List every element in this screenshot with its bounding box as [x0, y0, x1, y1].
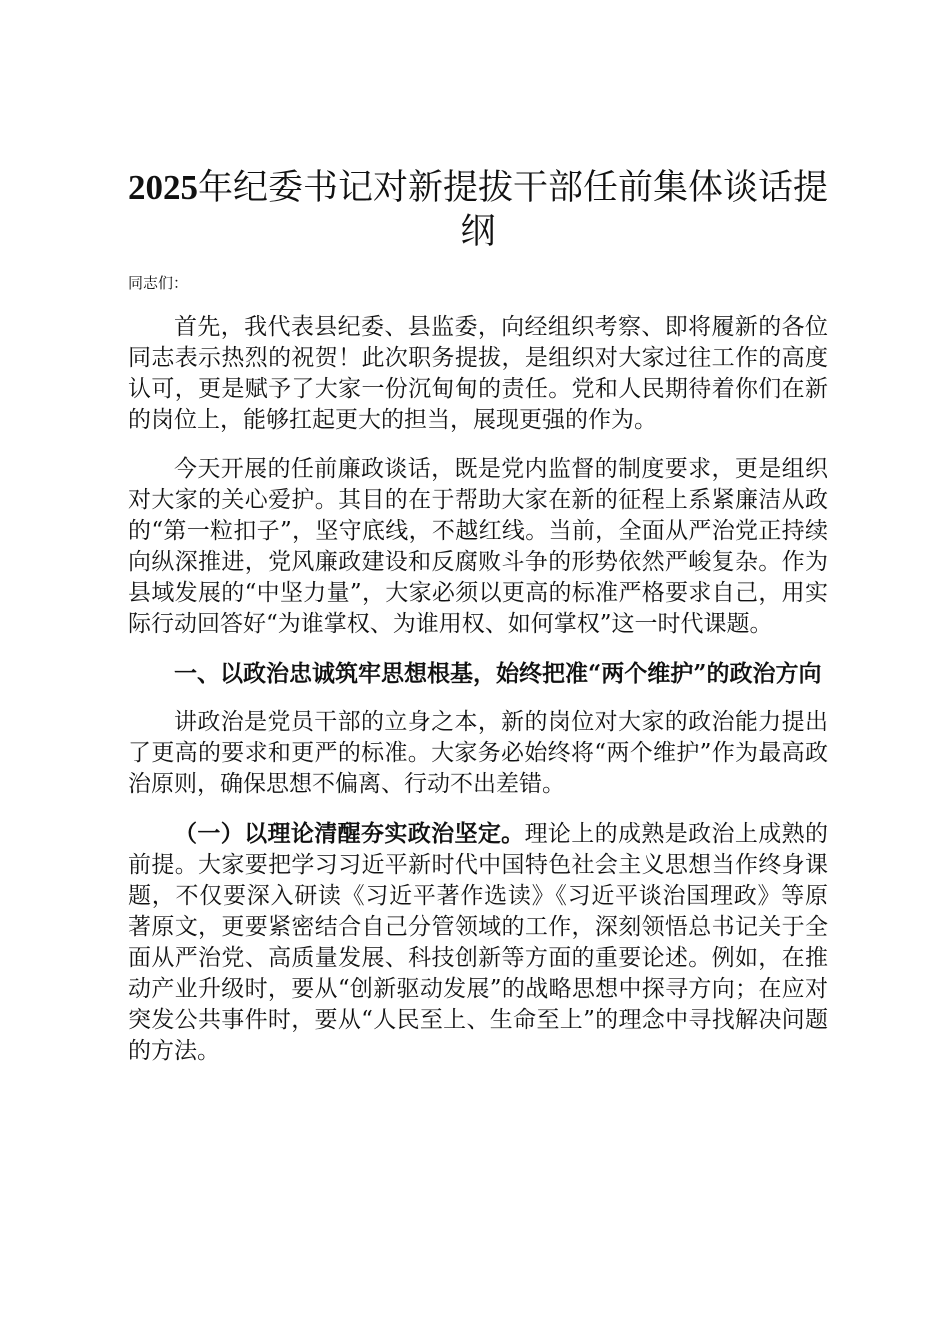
title-text: 年纪委书记对新提拔干部任前集体谈话提纲 [198, 168, 829, 252]
document-title [128, 166, 828, 254]
subsection-body-1: 理论上的成熟是政治上成熟的前提。大家要把学习习近平新时代中国特色社会主义思想当作终身课题，不仅要深入研读《习近平著作选读》《习近平谈治国理政》等原著原文，更要紧密结合自己分管领域的工作，深刻领悟总书记关于全面从严治党、高质量发展、科技创新等方面的重要论述。例如，在推动产业升级时，要从“创新驱动发展”的战略思想中探寻方向；在应对突发公共事件时，要从“人民至上、生命至上”的理念中寻找解决问题的方法。 [128, 821, 829, 1064]
paragraph-purpose: 今天开展的任前廉政谈话，既是党内监督的制度要求，更是组织对大家的关心爱护。其目的在于帮助大家在新的征程上系紧廉洁从政的“第一粒扣子”，坚守底线，不越红线。当前，全面从严治党正持续向纵深推进，党风廉政建设和反腐败斗争的形势依然严峻复杂。作为县域发展的“中坚力量”，大家必须以更高的标准严格要求自己，用实际行动回答好“为谁掌权、为谁用权、如何掌权”这一时代课题。 [128, 456, 828, 637]
title-year: 2025 [128, 168, 198, 207]
subsection-paragraph-1 [128, 818, 828, 1067]
section-heading-1: 一、以政治忠诚筑牢思想根基，始终把准“两个维护”的政治方向 [174, 660, 822, 687]
section-intro-1: 讲政治是党员干部的立身之本，新的岗位对大家的政治能力提出了更高的要求和更严的标准。大家务必始终将“两个维护”作为最高政治原则，确保思想不偏离、行动不出差错。 [128, 709, 828, 797]
document-page [128, 166, 828, 1067]
greeting: 同志们： [128, 274, 189, 292]
paragraph-opening: 首先，我代表县纪委、县监委，向经组织考察、即将履新的各位同志表示热烈的祝贺！此次职务提拔，是组织对大家过往工作的高度认可，更是赋予了大家一份沉甸甸的责任。党和人民期待着你们在新的岗位上，能够扛起更大的担当，展现更强的作为。 [128, 314, 828, 433]
subsection-lead-1: （一）以理论清醒夯实政治坚定。 [174, 820, 525, 847]
